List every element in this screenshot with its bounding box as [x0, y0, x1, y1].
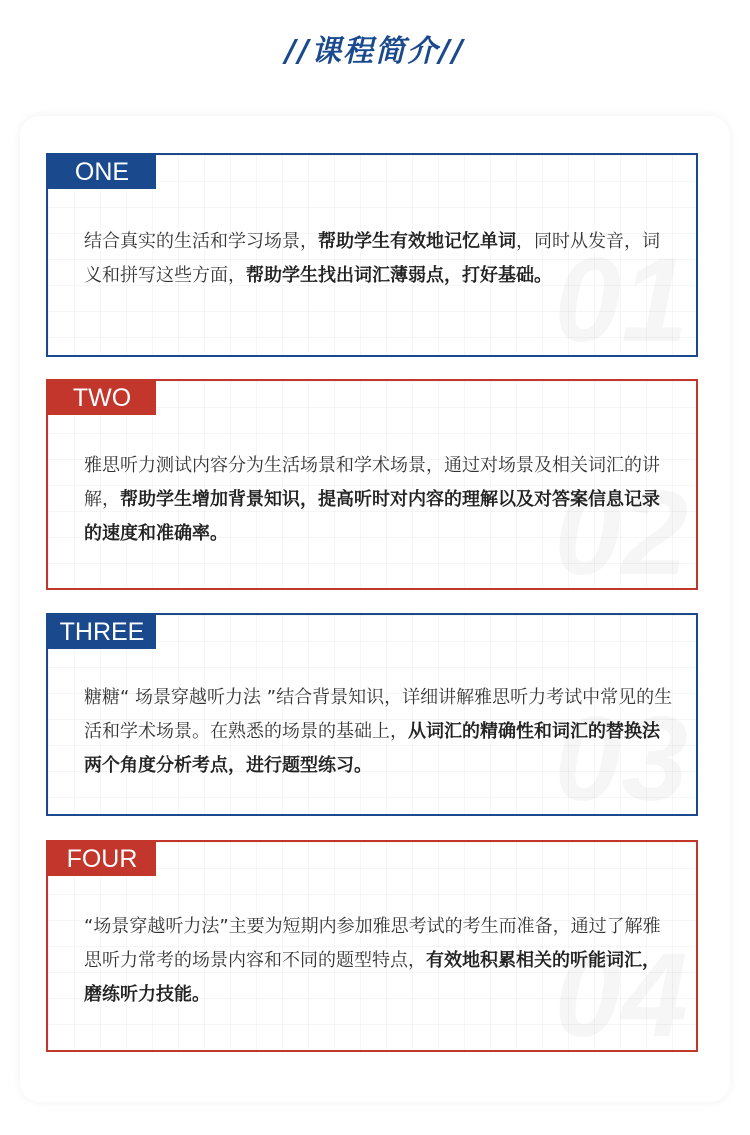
section-text — [84, 681, 674, 783]
section-tag: FOUR — [48, 842, 156, 876]
section-card-two — [46, 379, 698, 590]
text-segment-bold: 帮助学生增加背景知识，提高听时对内容的理解以及对答案信息记录的速度和准确率。 — [84, 489, 660, 544]
section-text — [84, 449, 674, 551]
page-title: //课程简介// — [285, 34, 465, 69]
section-card-four — [46, 840, 698, 1052]
text-segment: 糖糖“ 场景穿越听力法 ”结合背景知识，详细讲解雅思听力考试中常见的生活和学术场景。在熟悉的场景的基础上， — [84, 687, 673, 742]
text-segment: ，同时从发音，词义和拼写这些方面， — [84, 231, 660, 286]
section-card-three — [46, 613, 698, 816]
text-segment: “场景穿越听力法”主要为短期内参加雅思考试的考生而准备，通过了解雅思听力常考的场景内容和不同的题型特点， — [84, 916, 661, 971]
text-segment-bold: 帮助学生找出词汇薄弱点，打好基础。 — [246, 265, 552, 286]
text-segment: 结合真实的生活和学习场景， — [84, 231, 318, 252]
section-card-one — [46, 153, 698, 357]
text-segment: 雅思听力测试内容分为生活场景和学术场景，通过对场景及相关词汇的讲解， — [84, 455, 660, 510]
text-segment-bold: 帮助学生有效地记忆单词 — [318, 231, 516, 252]
section-tag: THREE — [48, 615, 156, 649]
section-text — [84, 225, 674, 293]
section-tag: ONE — [48, 155, 156, 189]
text-segment-bold: 有效地积累相关的听能词汇，磨练听力技能。 — [84, 950, 660, 1005]
text-segment-bold: 从词汇的精确性和词汇的替换法两个角度分析考点，进行题型练习。 — [84, 721, 660, 776]
section-text — [84, 910, 674, 1012]
section-tag: TWO — [48, 381, 156, 415]
